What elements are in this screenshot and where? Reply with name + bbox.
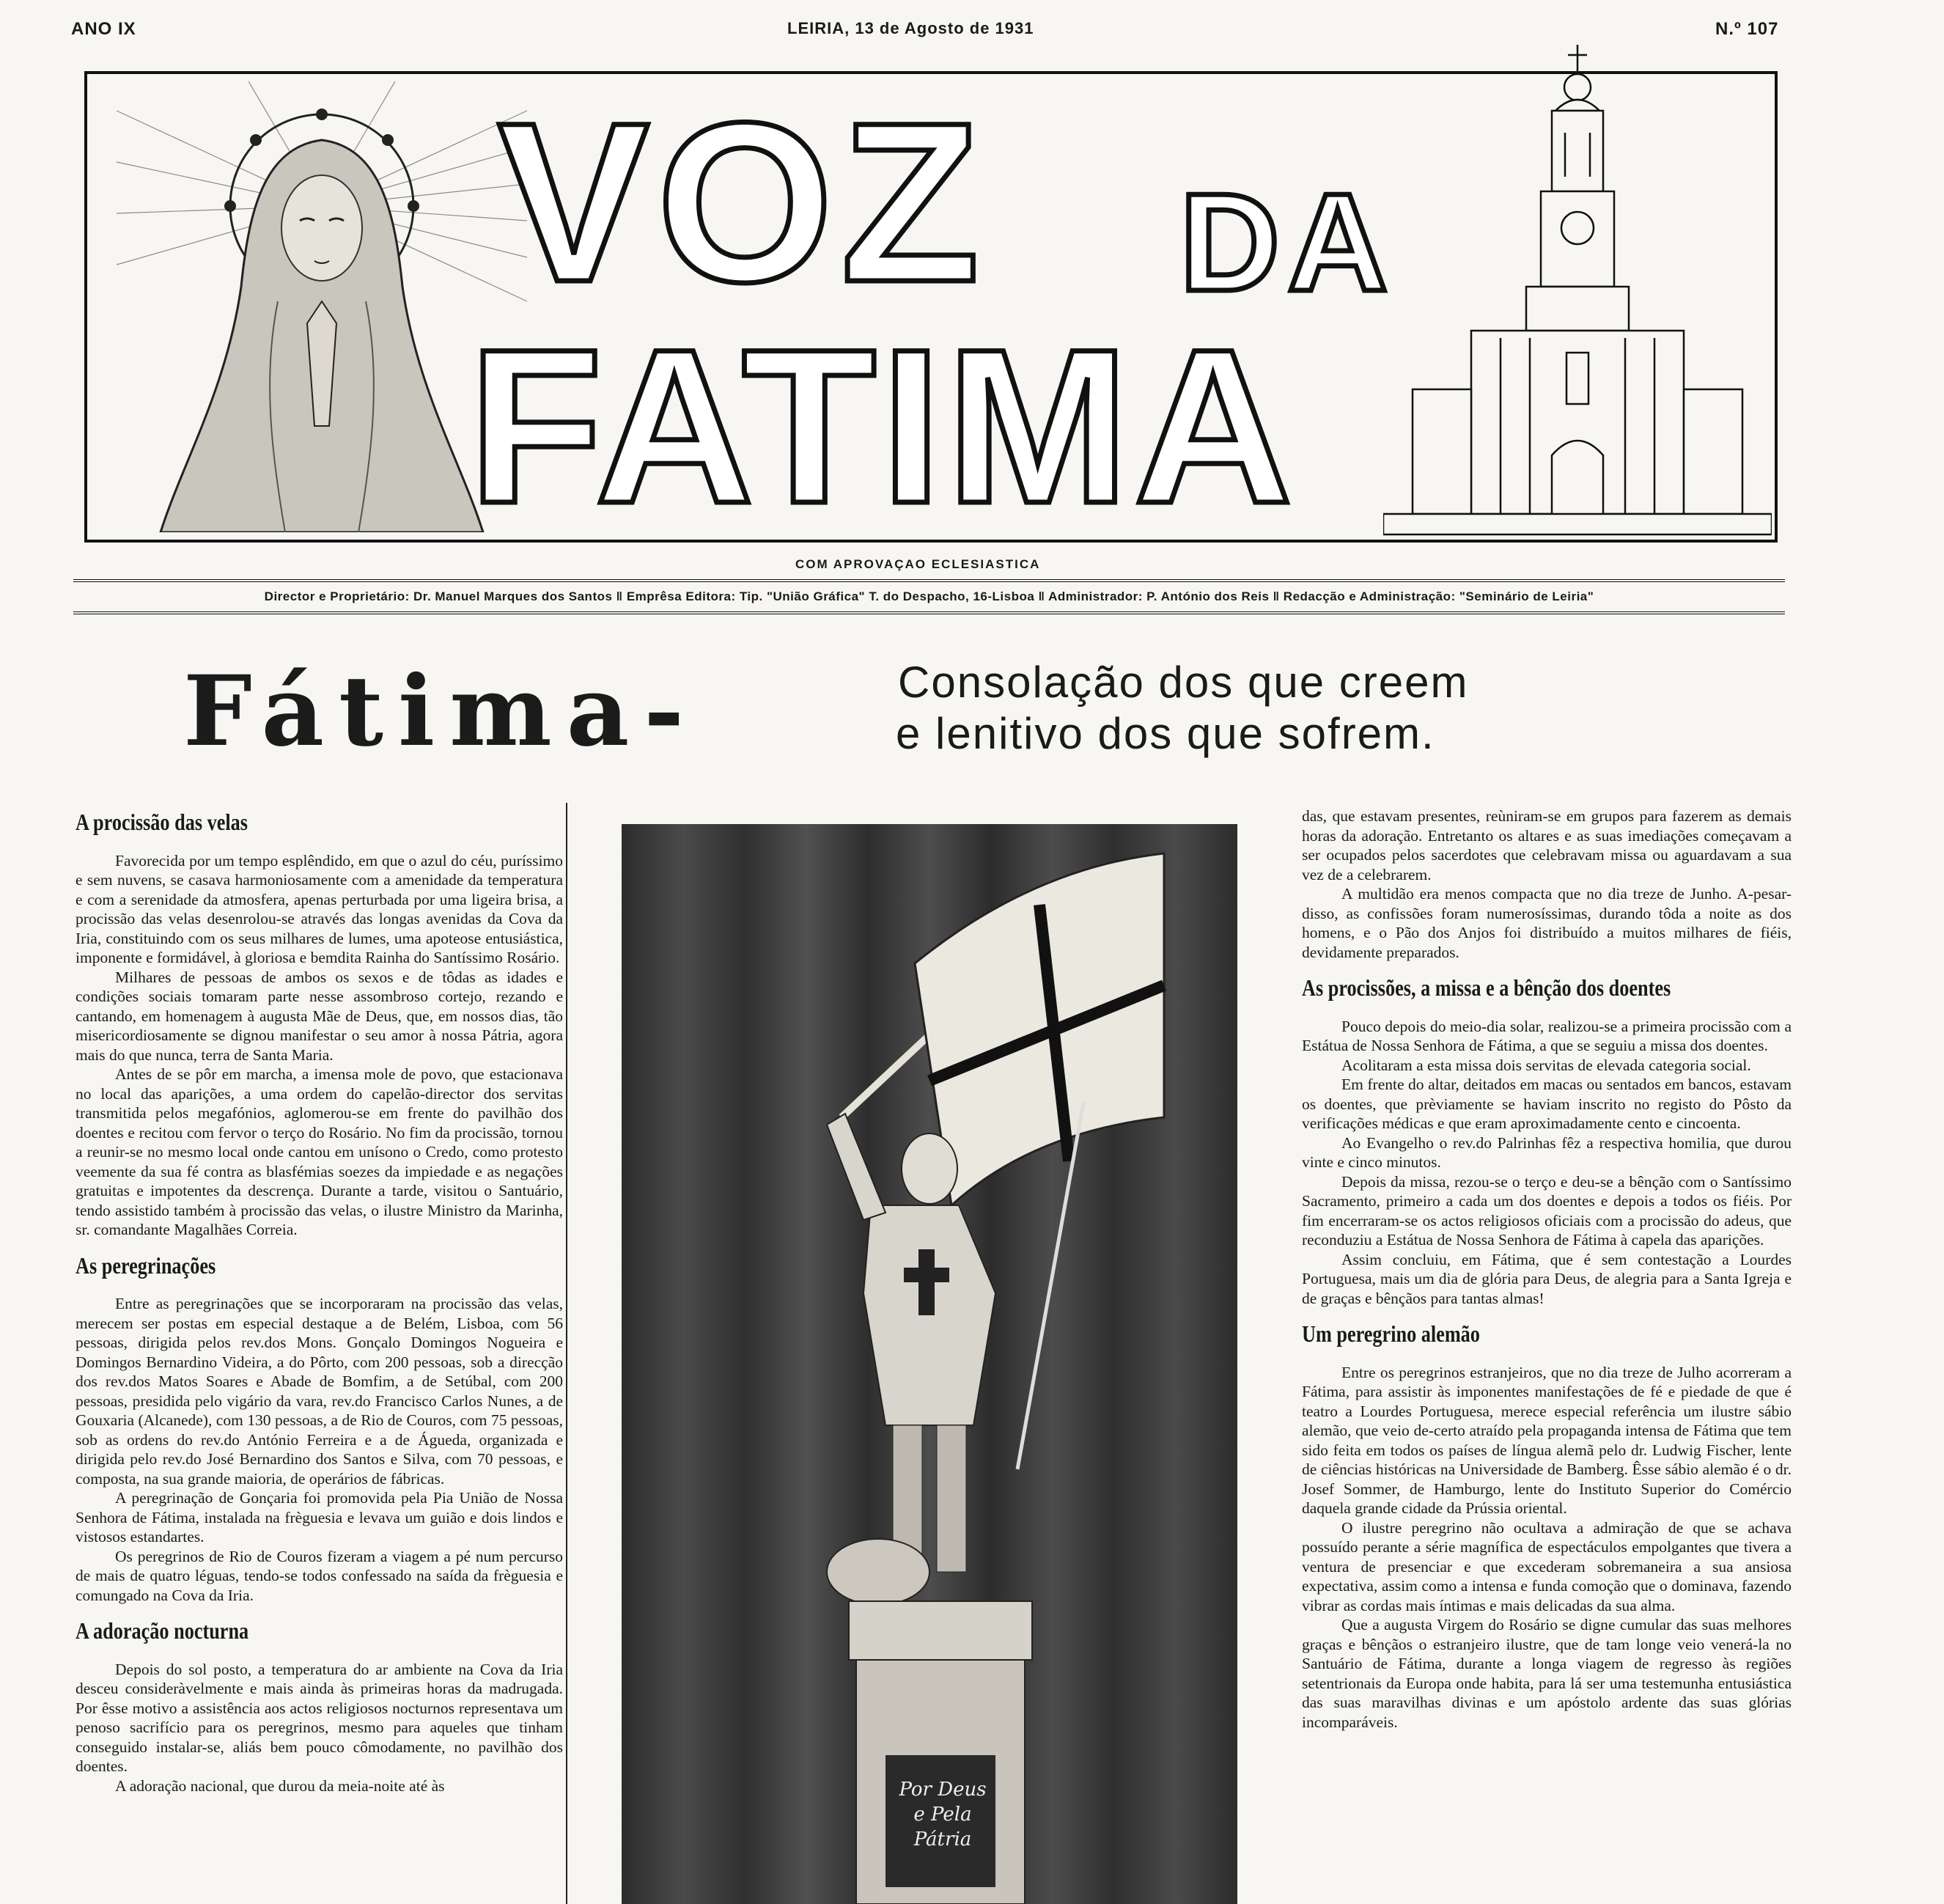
paragraph: Assim concluiu, em Fátima, que é sem contestação a Lourdes Portuguesa, mais um dia de glória para Deus, de alegria para a Santa Igreja e de graças e bênçãos para tantas almas! <box>1302 1250 1792 1307</box>
pedestal-inscription: Por Deus e Pela Pátria <box>899 1779 987 1850</box>
publisher-info-bar: Director e Proprietário: Dr. Manuel Marques dos Santos ‖ Emprêsa Editora: Tip. "União Gráfica" T. do Despacho, 16-Lisboa ‖ Administrador: P. António dos Reis ‖ Redacção e Administração: "Seminário de Leiria" <box>73 579 1785 614</box>
paragraph: Os peregrinos de Rio de Couros fizeram a viagem a pé num percurso de mais de quatro léguas, tendo-se todos confessado na saída da frèguesia e comungado na Cova da Iria. <box>76 1547 563 1604</box>
paragraph: Pouco depois do meio-dia solar, realizou-se a primeira procissão com a Estátua de Nossa Senhora de Fátima, a que se seguiu a missa dos doentes. <box>1302 1017 1792 1054</box>
issue-number: N.º 107 <box>1715 19 1779 39</box>
title-voz: VOZ <box>498 75 987 329</box>
statue-figure <box>622 824 1237 1904</box>
column-right <box>1302 806 1792 1904</box>
place-date: LEIRIA, 13 de Agosto de 1931 <box>787 19 1034 37</box>
headline-main: Fátima- <box>183 655 699 768</box>
section-heading: A adoração nocturna <box>76 1617 249 1644</box>
section-heading: Um peregrino alemão <box>1302 1320 1480 1347</box>
paragraph: A multidão era menos compacta que no dia treze de Junho. A-pesar-disso, as confissões foram numerosíssimas, durando tôda a noite as dos homens, e o Pão dos Anjos foi distribuído a muitos milhares de fiéis, devidamente preparados. <box>1302 885 1792 961</box>
paragraph: Acolitaram a esta missa dois servitas de elevada categoria social. <box>1341 1056 1751 1074</box>
paragraph: Entre os peregrinos estranjeiros, que no dia treze de Julho acorreram a Fátima, para assistir às imponentes manifestações de fé e piedade de que é teatro a Lourdes Portuguesa, merece especial referência um ilustre sábio alemão, que veio de-certo atraído pela propaganda intensa de Fátima que tem sido feita em todos os países de língua alemã pelo dr. Ludwig Fischer, lente de ciências históricas na Universidade de Bamberg. Êsse sábio alemão é o dr. Josef Sommer, de Hamburgo, lente do Instituto Superior do Comércio daquela grande cidade da Prússia oriental. <box>1302 1363 1792 1517</box>
volume-label: ANO IX <box>71 19 136 39</box>
column-left <box>76 806 563 1904</box>
column-rule <box>566 803 567 1904</box>
madonna-illustration <box>117 81 527 532</box>
paragraph: A adoração nacional, que durou da meia-noite até às <box>115 1776 445 1795</box>
paragraph: Entre as peregrinações que se incorporaram na procissão das velas, merecem ser postas em especial destaque a de Belém, Lisboa, com 56 pessoas, dirigida pelos rev.dos Mons. Gonçalo Domingos Nogueira e Domingos Bernardino Videira, a do Pôrto, com 200 pessoas, sob a direcção dos rev.dos Matos Soares e Abade de Bomfim, a de Setúbal, com 200 pessoas, presidida pelo vigário da vara, rev.do Francisco Carlos Nunes, a de Gouxaria (Alcanede), com 130 pessoas, a de Rio de Couros, com 75 pessoas, sob as ordens do rev.do António Ferreira e a de Águeda, organizada e dirigida pelo rev.do José Bernardino dos Santos e Silva, com 70 pessoas, e composta, na sua grande maioria, de operários de fábricas. <box>76 1295 563 1488</box>
section-heading: A procissão das velas <box>76 809 248 835</box>
paragraph: Depois da missa, rezou-se o terço e deu-se a bênção com o Santíssimo Sacramento, primeiro a cada um dos doentes e depois a todos os fiéis. Por fim encerraram-se os actos religiosos oficiais com a procissão do adeus, que reconduziu a Estátua de Nossa Senhora de Fátima à capela das aparições. <box>1302 1172 1792 1249</box>
masthead <box>84 71 1778 549</box>
paragraph: Antes de se pôr em marcha, a imensa mole de povo, que estacionava no local das aparições, a uma ordem do capelão-director dos servitas transmitida pelos megafónios, aglomerou-se em frente do pavilhão dos doentes e recitou com fervor o terço do Rosário. No fim da procissão, tornou a reunir-se no mesmo local onde cantou em unísono o Credo, como protesto veemente da sua fé contra as blasfémias soezes da impiedade e as negações gratuitas e impotentes da descrença. Durante a tarde, visitou o Santuário, tendo assistido também à procissão das velas, o ilustre Ministro da Marinha, sr. comandante Magalhães Correia. <box>76 1065 563 1238</box>
title-da: DA <box>1179 165 1396 320</box>
paragraph: A peregrinação de Gonçaria foi promovida pela Pia União de Nossa Senhora de Fátima, instalada na frèguesia e levava um guião e dois lindos e vistosos estandartes. <box>76 1489 563 1545</box>
paragraph: Milhares de pessoas de ambos os sexos e de tôdas as idades e condições sociais tomaram parte nesse assombroso cortejo, rezando e cantando, em homenagem à augusta Mãe de Deus, que, em nossos dias, tão misericordiosamente se dignou manifestar o seu amor à nossa Pátria, agora mais do que nunca, terra de Santa Maria. <box>76 968 563 1064</box>
title-fatima: FATIMA <box>468 303 1297 549</box>
section-heading: As peregrinações <box>76 1251 216 1279</box>
paragraph: Que a augusta Virgem do Rosário se digne cumular das suas melhores graças e bênçãos o estranjeiro ilustre, que de tam longe veio venerá-la no Santuário de Fátima, durante a longa viagem de regresso às regiões setentrionais da Europa onde habita, para lá ser uma testemunha entusiástica das suas maravilhas divinas e um apóstolo ardente das suas glórias incomparáveis. <box>1302 1616 1792 1731</box>
section-heading: As procissões, a missa e a bênção dos doentes <box>1302 974 1671 1001</box>
headline-sub-1: Consolação dos que creem <box>898 658 1469 707</box>
paragraph: Favorecida por um tempo esplêndido, em que o azul do céu, puríssimo e sem nuvens, se casava harmoniosamente com a amenidade da temperatura e com a serenidade da atmosfera, apenas perturbada por uma ligeira brisa, a procissão das velas desenrolou-se através das longas avenidas da Cova da Iria, constituindo com os seus milhares de lumes, uma apoteose entusiástica, imponente e formidável, à gloriosa e bemdita Rainha do Santíssimo Rosário. <box>76 851 563 966</box>
paragraph: Em frente do altar, deitados em macas ou sentados em bancos, estavam os doentes, que prèviamente se haviam inscrito no registo do Pôsto da verificações médicas e que eram aproximadamente cento e cincoenta. <box>1302 1076 1792 1132</box>
paragraph: Ao Evangelho o rev.do Palrinhas fêz a respectiva homilia, que durou vinte e cinco minutos. <box>1302 1133 1792 1171</box>
paragraph: Depois do sol posto, a temperatura do ar ambiente na Cova da Iria desceu consideràvelmente e mais ainda às primeiras horas da madrugada. Por êsse motivo a assistência aos actos religiosos nocturnos representava um penoso sacrifício para os peregrinos, mesmo para aqueles que tinham conseguido instalar-se, aliás bem pouco cômodamente, no pavilhão dos doentes. <box>76 1660 563 1775</box>
basilica-illustration <box>1383 45 1772 536</box>
headline-sub-2: e lenitivo dos que sofrem. <box>896 709 1435 758</box>
paragraph: O ilustre peregrino não ocultava a admiração de que se achava possuído perante a série magnífica de espectáculos empolgantes que tivera a ventura de presenciar e que excederam sobremaneira a sua ansiosa expectativa, assim como a intensa e funda comoção que o dominava, fazendo vibrar as cordas mais íntimas e mais delicadas da sua alma. <box>1302 1518 1792 1614</box>
paragraph: das, que estavam presentes, reùniram-se em grupos para fazerem as demais horas da adoração. Entretanto os altares e as suas imediações começavam a ser ocupados pelos sacerdotes que celebravam missa ou aguardavam a sua vez de a celebrarem. <box>1302 807 1792 883</box>
approval-line: COM APROVAÇAO ECLESIASTICA <box>795 557 1041 571</box>
statue-photo <box>622 824 1237 1904</box>
